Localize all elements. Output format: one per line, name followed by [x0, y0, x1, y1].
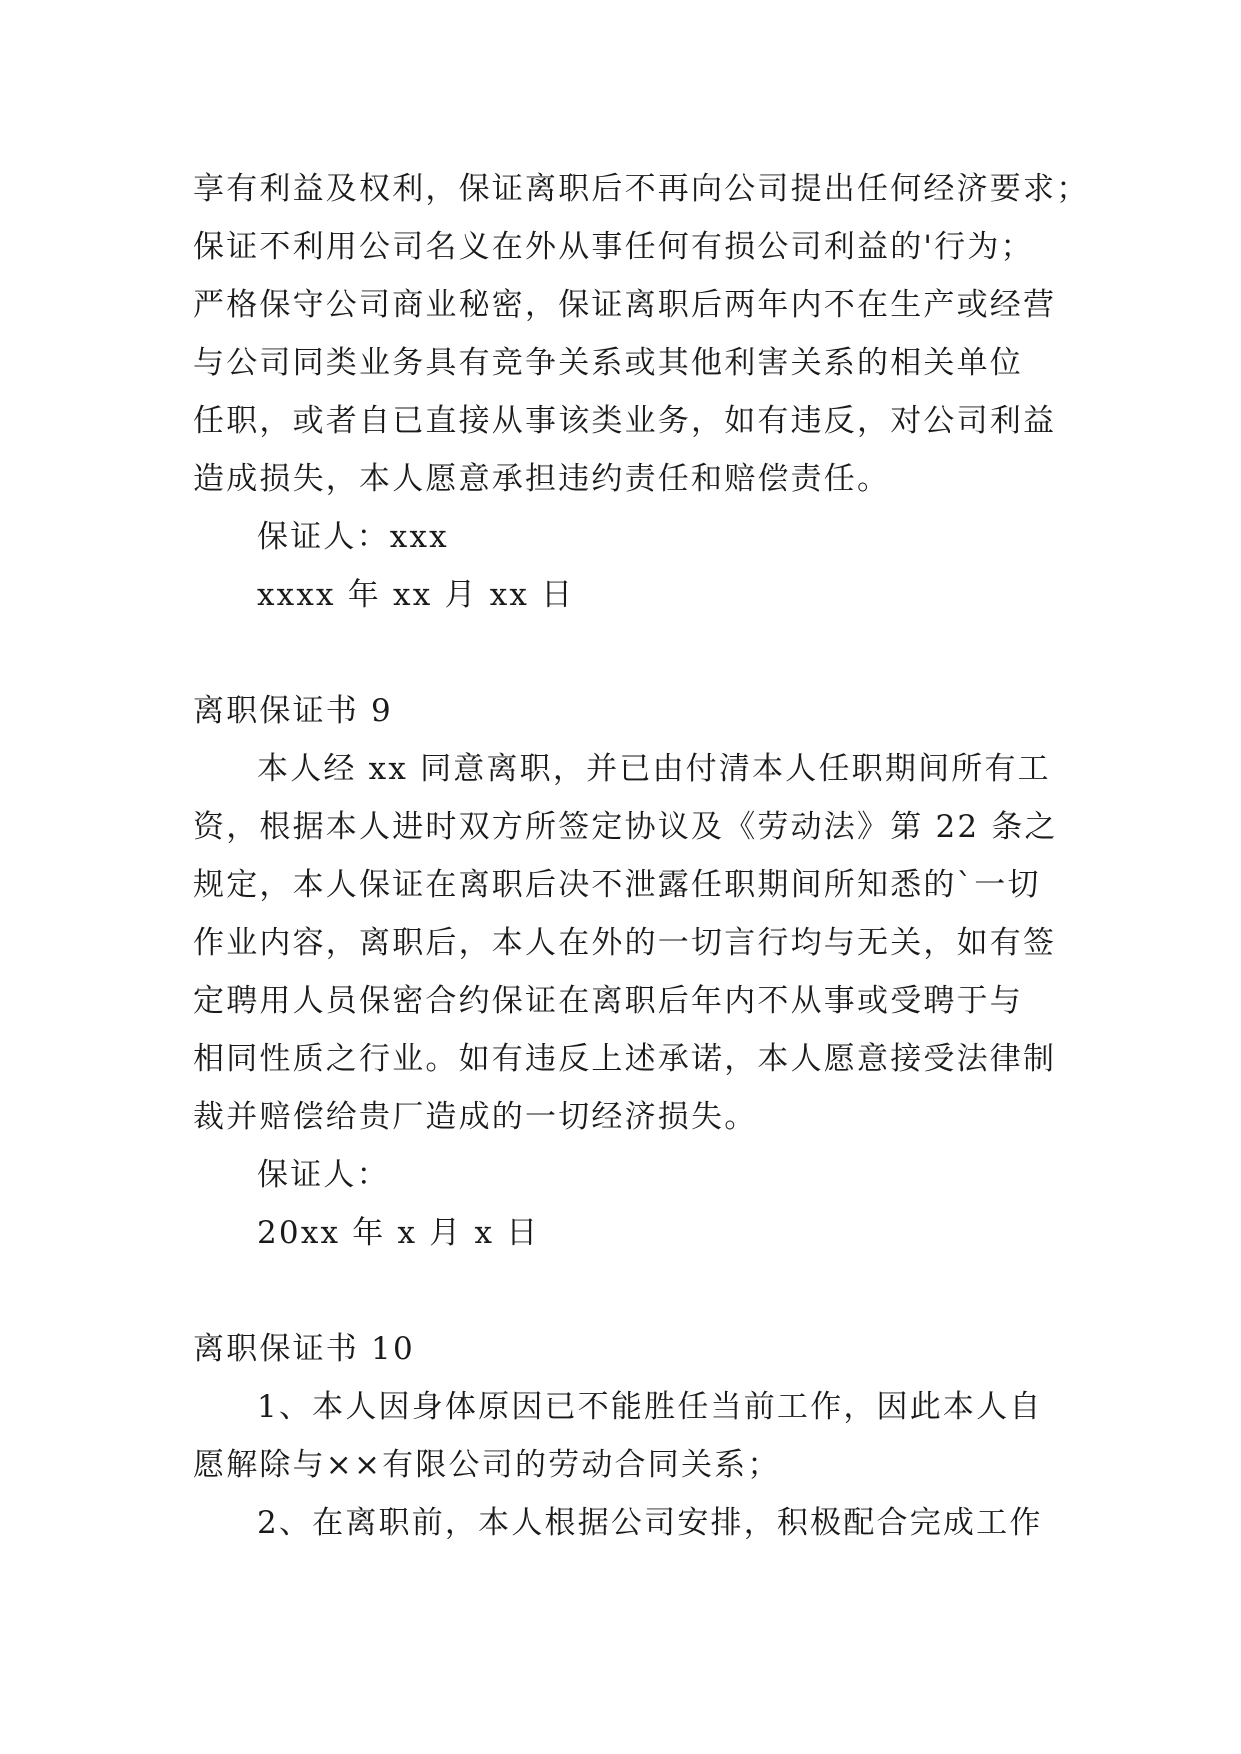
- paragraph-line: 资，根据本人进时双方所签定协议及《劳动法》第 22 条之: [193, 809, 1058, 845]
- paragraph-line: 定聘用人员保密合约保证在离职后年内不从事或受聘于与: [193, 983, 1023, 1019]
- paragraph-line: 规定，本人保证在离职后决不泄露任职期间所知悉的`一切: [193, 867, 1041, 903]
- paragraph-line: 任职，或者自已直接从事该类业务，如有违反，对公司利益: [193, 403, 1057, 439]
- paragraph-line: 与公司同类业务具有竞争关系或其他利害关系的相关单位: [193, 345, 1023, 381]
- date-line: 20xx 年 x 月 x 日: [257, 1215, 540, 1251]
- guarantor-line: 保证人：: [257, 1157, 390, 1193]
- paragraph-line: 保证不利用公司名义在外从事任何有损公司利益的'行为；: [193, 229, 1034, 265]
- section-gap: [193, 1262, 1053, 1320]
- paragraph-line: 相同性质之行业。如有违反上述承诺，本人愿意接受法律制: [193, 1041, 1057, 1077]
- paragraph-line: 严格保守公司商业秘密，保证离职后两年内不在生产或经营: [193, 287, 1057, 323]
- guarantor-line: 保证人：xxx: [257, 519, 449, 555]
- paragraph-line: 本人经 xx 同意离职，并已由付清本人任职期间所有工: [257, 751, 1051, 787]
- paragraph-line: 造成损失，本人愿意承担违约责任和赔偿责任。: [193, 461, 891, 497]
- section-gap: [193, 624, 1053, 682]
- paragraph-line: 2、在离职前，本人根据公司安排，积极配合完成工作: [257, 1505, 1043, 1541]
- document-body: [193, 160, 1090, 1552]
- section-title: 离职保证书 10: [193, 1331, 415, 1367]
- date-line: xxxx 年 xx 月 xx 日: [257, 577, 575, 613]
- paragraph-line: 1、本人因身体原因已不能胜任当前工作，因此本人自: [257, 1389, 1043, 1425]
- paragraph-line: 作业内容，离职后，本人在外的一切言行均与无关，如有签: [193, 925, 1057, 961]
- section-title: 离职保证书 9: [193, 693, 393, 729]
- paragraph-line: 愿解除与××有限公司的劳动合同关系；: [193, 1447, 781, 1483]
- paragraph-line: 享有利益及权利，保证离职后不再向公司提出任何经济要求；: [193, 171, 1090, 207]
- paragraph-line: 裁并赔偿给贵厂造成的一切经济损失。: [193, 1099, 758, 1135]
